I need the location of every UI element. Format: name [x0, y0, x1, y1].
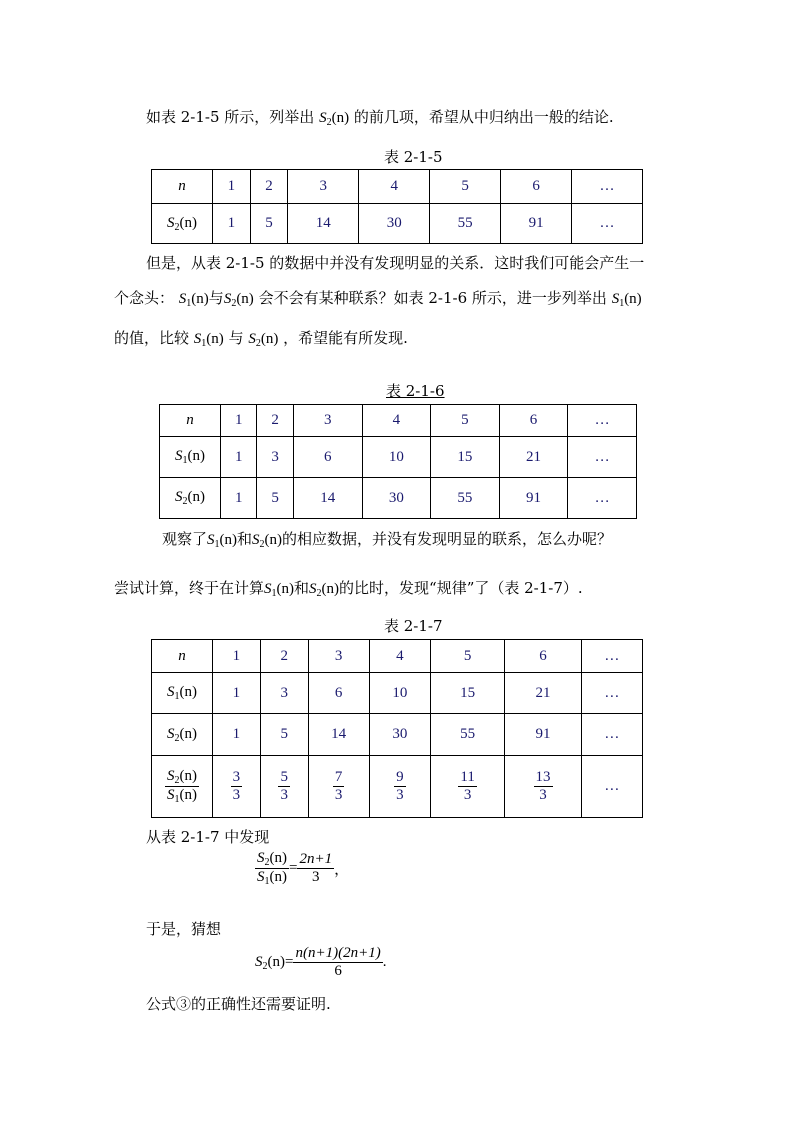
table-2-1-7: [151, 639, 643, 818]
cell: 5: [430, 640, 504, 673]
ratio-cell: $\frac{5}{3}$: [260, 756, 308, 818]
para6: 于是，猜想: [146, 920, 222, 938]
table-caption-2-1-6: 表 2-1-6: [386, 382, 445, 400]
cell: 2: [250, 170, 288, 204]
cell: …: [572, 170, 643, 204]
cell: 14: [288, 204, 359, 244]
cell: 5: [430, 170, 501, 204]
cell: 2: [260, 640, 308, 673]
cell: 91: [505, 714, 581, 756]
cell: 30: [362, 478, 431, 519]
row-header-ratio: $\frac{S_2(n)}{S_1(n)}$: [152, 756, 213, 818]
intro-text-a: 如表 2-1-5 所示，列举出: [146, 108, 315, 126]
cell: 3: [257, 437, 293, 478]
table-row: [160, 405, 637, 437]
cell: 14: [293, 478, 362, 519]
row-header-s2: $S_2(n)$: [152, 204, 213, 244]
cell: 10: [362, 437, 431, 478]
cell: 1: [213, 204, 251, 244]
cell: …: [581, 640, 642, 673]
para2-line1: 但是，从表 2-1-5 的数据中并没有发现明显的关系．这时我们可能会产生一: [146, 254, 645, 272]
para4: 尝试计算，终于在计算$S_1(n)$和$S_2(n)$的比时，发现“规律”了（表 2-1-7）.: [114, 579, 583, 599]
row-header-n: n: [160, 405, 221, 437]
cell: …: [568, 437, 637, 478]
row-header-n: n: [152, 640, 213, 673]
row-header-s1: $S_1(n)$: [160, 437, 221, 478]
cell: 1: [221, 478, 257, 519]
para2-line3: 的值，比较 $S_1(n)$ 与 $S_2(n)$ ，希望能有所发现.: [114, 329, 408, 349]
equation-ratio: $\frac{S_2(n)}{S_1(n)}$ = $\frac{2n+1}{3}$ ，: [257, 850, 350, 887]
cell: 30: [359, 204, 430, 244]
cell: …: [581, 673, 642, 714]
cell: …: [581, 714, 642, 756]
cell: 55: [430, 714, 504, 756]
cell: 6: [499, 405, 568, 437]
cell: 5: [260, 714, 308, 756]
cell: 5: [257, 478, 293, 519]
table-caption-2-1-7: 表 2-1-7: [384, 617, 443, 635]
table-row: [152, 673, 643, 714]
cell: 14: [308, 714, 369, 756]
cell: 55: [431, 478, 500, 519]
table-row: [152, 756, 643, 818]
cell: 4: [362, 405, 431, 437]
ratio-cell: $\frac{11}{3}$: [430, 756, 504, 818]
cell: 1: [213, 673, 261, 714]
cell: 1: [221, 405, 257, 437]
row-header-s2: $S_2(n)$: [160, 478, 221, 519]
para5: 从表 2-1-7 中发现: [146, 828, 270, 846]
cell: 1: [213, 640, 261, 673]
cell: 3: [308, 640, 369, 673]
equation-conjecture: $S_2(n)=$ $\frac{n(n+1)(2n+1)}{6}$ .: [255, 945, 387, 979]
table-row: [160, 437, 637, 478]
cell: 4: [359, 170, 430, 204]
para7: 公式③的正确性还需要证明.: [146, 995, 331, 1013]
cell: …: [568, 405, 637, 437]
cell: 5: [431, 405, 500, 437]
cell: 6: [308, 673, 369, 714]
table-2-1-5: [151, 169, 643, 244]
row-header-n: n: [152, 170, 213, 204]
cell: 1: [213, 170, 251, 204]
cell: 4: [369, 640, 430, 673]
cell: 6: [505, 640, 581, 673]
cell: 2: [257, 405, 293, 437]
table-row: [160, 478, 637, 519]
ratio-cell: $\frac{13}{3}$: [505, 756, 581, 818]
para2-line2: 个念头： $S_1(n)$与$S_2(n)$ 会不会有某种联系？如表 2-1-6 所示，进一步列举出 $S_1(n)$: [114, 289, 642, 309]
cell: 3: [293, 405, 362, 437]
cell: 30: [369, 714, 430, 756]
cell: 55: [430, 204, 501, 244]
cell: 3: [288, 170, 359, 204]
cell: …: [572, 204, 643, 244]
ratio-cell: $\frac{9}{3}$: [369, 756, 430, 818]
cell: 21: [499, 437, 568, 478]
cell: 15: [430, 673, 504, 714]
table-row: [152, 714, 643, 756]
cell: 91: [499, 478, 568, 519]
s2-symbol: $S_2(n)$: [319, 110, 350, 128]
table-row: [152, 170, 643, 204]
cell: 15: [431, 437, 500, 478]
cell: 5: [250, 204, 288, 244]
cell: 1: [221, 437, 257, 478]
intro-paragraph: [146, 106, 614, 128]
row-header-s1: $S_1(n)$: [152, 673, 213, 714]
cell: 21: [505, 673, 581, 714]
table-row: [152, 204, 643, 244]
table-row: [152, 640, 643, 673]
ratio-cell: $\frac{3}{3}$: [213, 756, 261, 818]
cell: 6: [293, 437, 362, 478]
cell: …: [581, 756, 642, 818]
cell: 6: [501, 170, 572, 204]
cell: 3: [260, 673, 308, 714]
cell: …: [568, 478, 637, 519]
intro-text-b: 的前几项，希望从中归纳出一般的结论.: [353, 108, 614, 126]
cell: 10: [369, 673, 430, 714]
table-2-1-6: [159, 404, 637, 519]
cell: 91: [501, 204, 572, 244]
table-caption-2-1-5: 表 2-1-5: [384, 148, 443, 166]
ratio-cell: $\frac{7}{3}$: [308, 756, 369, 818]
para3: 观察了$S_1(n)$和$S_2(n)$的相应数据，并没有发现明显的联系，怎么办呢？: [162, 530, 613, 550]
cell: 1: [213, 714, 261, 756]
row-header-s2: $S_2(n)$: [152, 714, 213, 756]
